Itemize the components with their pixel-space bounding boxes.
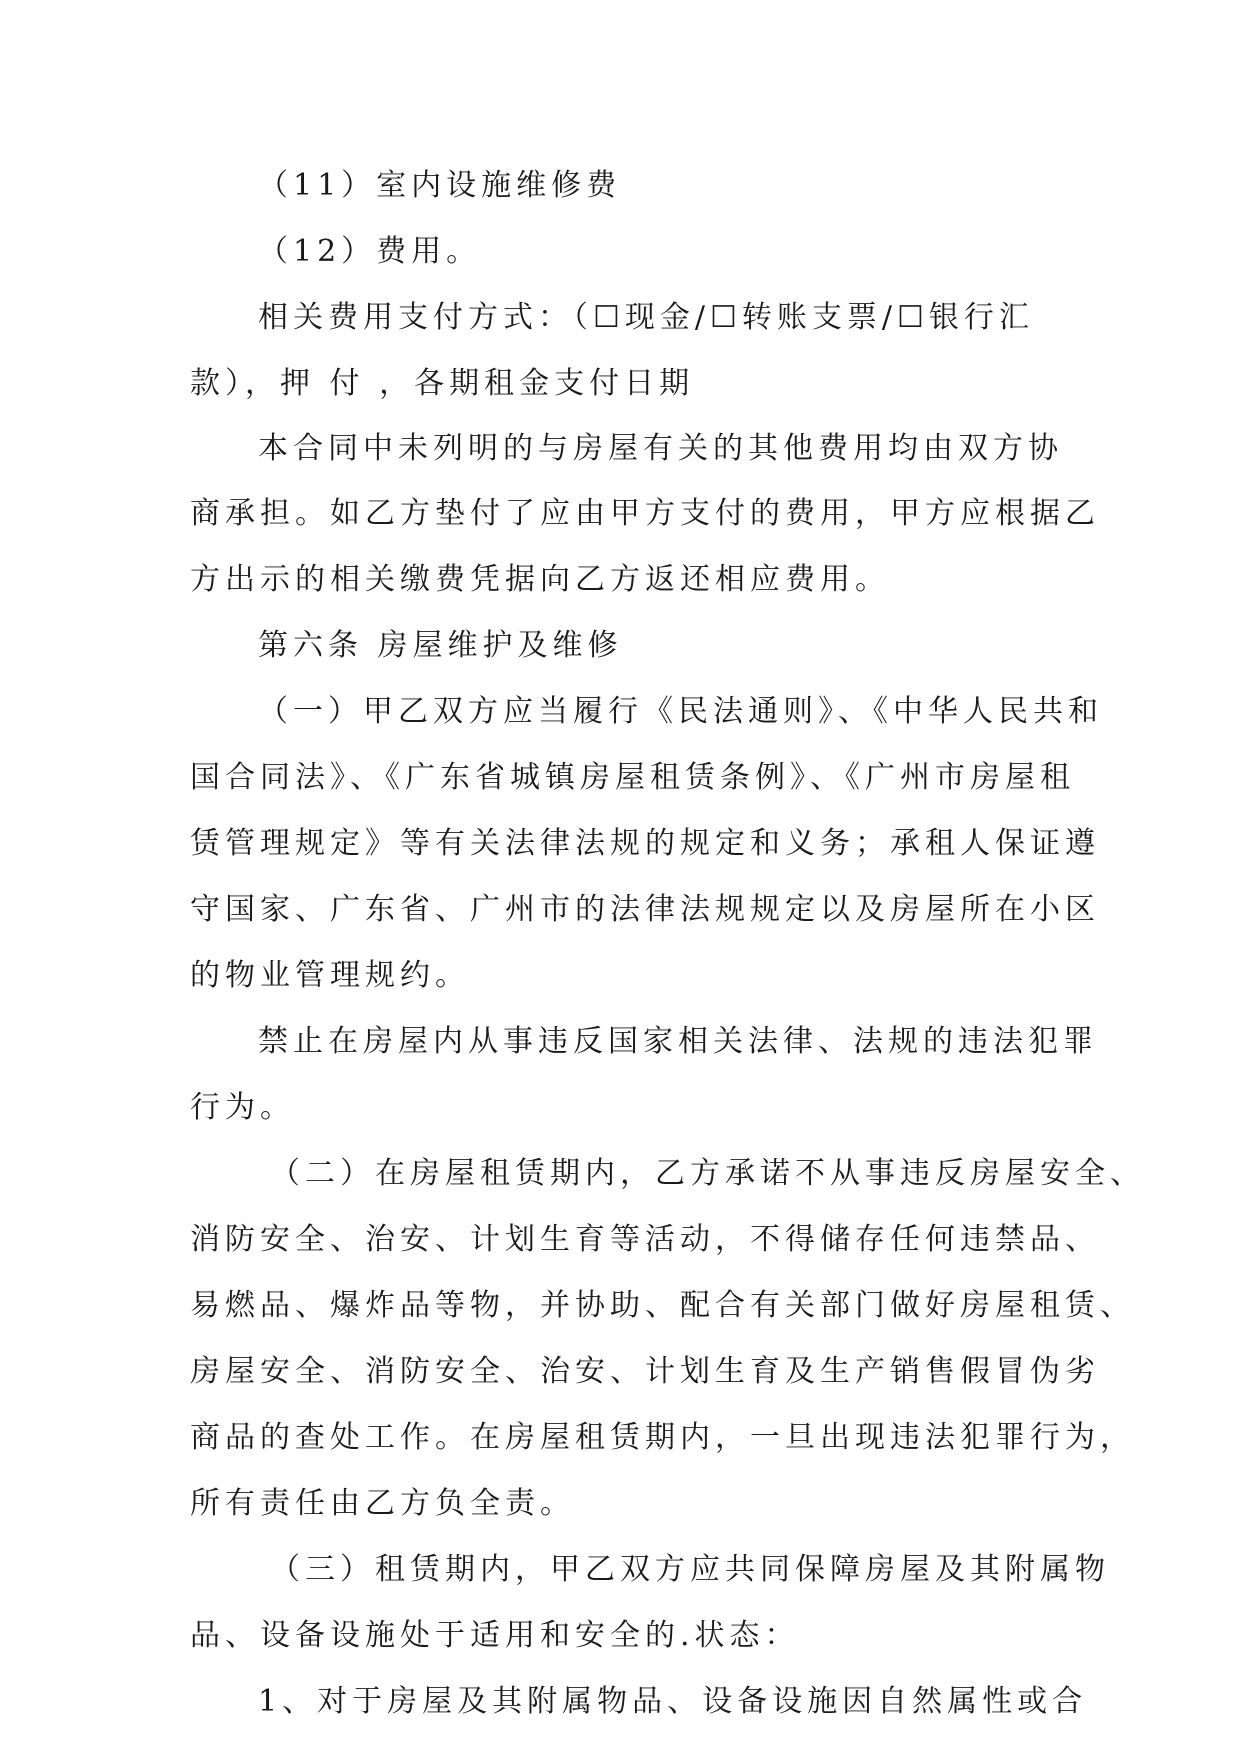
text-line: 国合同法》、《广东省城镇房屋租赁条例》、《广州市房屋租 xyxy=(190,760,1075,795)
text-line: （三）租赁期内，甲乙双方应共同保障房屋及其附属物 xyxy=(270,1552,1110,1587)
text-line: 易燃品、爆炸品等物，并协助、配合有关部门做好房屋租赁、 xyxy=(190,1288,1135,1323)
text-line: 所有责任由乙方负全责。 xyxy=(190,1486,575,1521)
text-line: 消防安全、治安、计划生育等活动，不得储存任何违禁品、 xyxy=(190,1222,1100,1257)
text-line: 1、对于房屋及其附属物品、设备设施因自然属性或合 xyxy=(258,1684,1088,1719)
text-line: 房屋安全、消防安全、治安、计划生育及生产销售假冒伪劣 xyxy=(190,1354,1100,1389)
text-line: 禁止在房屋内从事违反国家相关法律、法规的违法犯罪 xyxy=(258,1024,1098,1059)
text-line: 行为。 xyxy=(190,1090,295,1125)
text-line: 本合同中未列明的与房屋有关的其他费用均由双方协 xyxy=(258,431,1063,466)
text-line: 赁管理规定》等有关法律法规的规定和义务；承租人保证遵 xyxy=(190,826,1100,861)
text-line: 守国家、广东省、广州市的法律法规规定以及房屋所在小区 xyxy=(190,892,1100,927)
text-line: （12）费用。 xyxy=(258,234,482,269)
text-line: 方出示的相关缴费凭据向乙方返还相应费用。 xyxy=(190,562,890,597)
text-line: 品、设备设施处于适用和安全的.状态： xyxy=(190,1618,800,1653)
text-line: （一）甲乙双方应当履行《民法通则》、《中华人民共和 xyxy=(258,694,1103,729)
text-line: 商承担。如乙方垫付了应由甲方支付的费用，甲方应根据乙 xyxy=(190,496,1100,531)
text-line: （二）在房屋租赁期内，乙方承诺不从事违反房屋安全、 xyxy=(270,1156,1145,1191)
text-line: 商品的查处工作。在房屋租赁期内，一旦出现违法犯罪行为， xyxy=(190,1420,1135,1455)
text-line: 的物业管理规约。 xyxy=(190,958,470,993)
text-line: 相关费用支付方式：（☐现金/☐转账支票/☐银行汇 xyxy=(258,300,1034,335)
text-line: （11）室内设施维修费 xyxy=(258,168,622,203)
text-line: 款），押 付 ，各期租金支付日期 xyxy=(190,366,695,401)
section-heading: 第六条 房屋维护及维修 xyxy=(258,628,623,663)
